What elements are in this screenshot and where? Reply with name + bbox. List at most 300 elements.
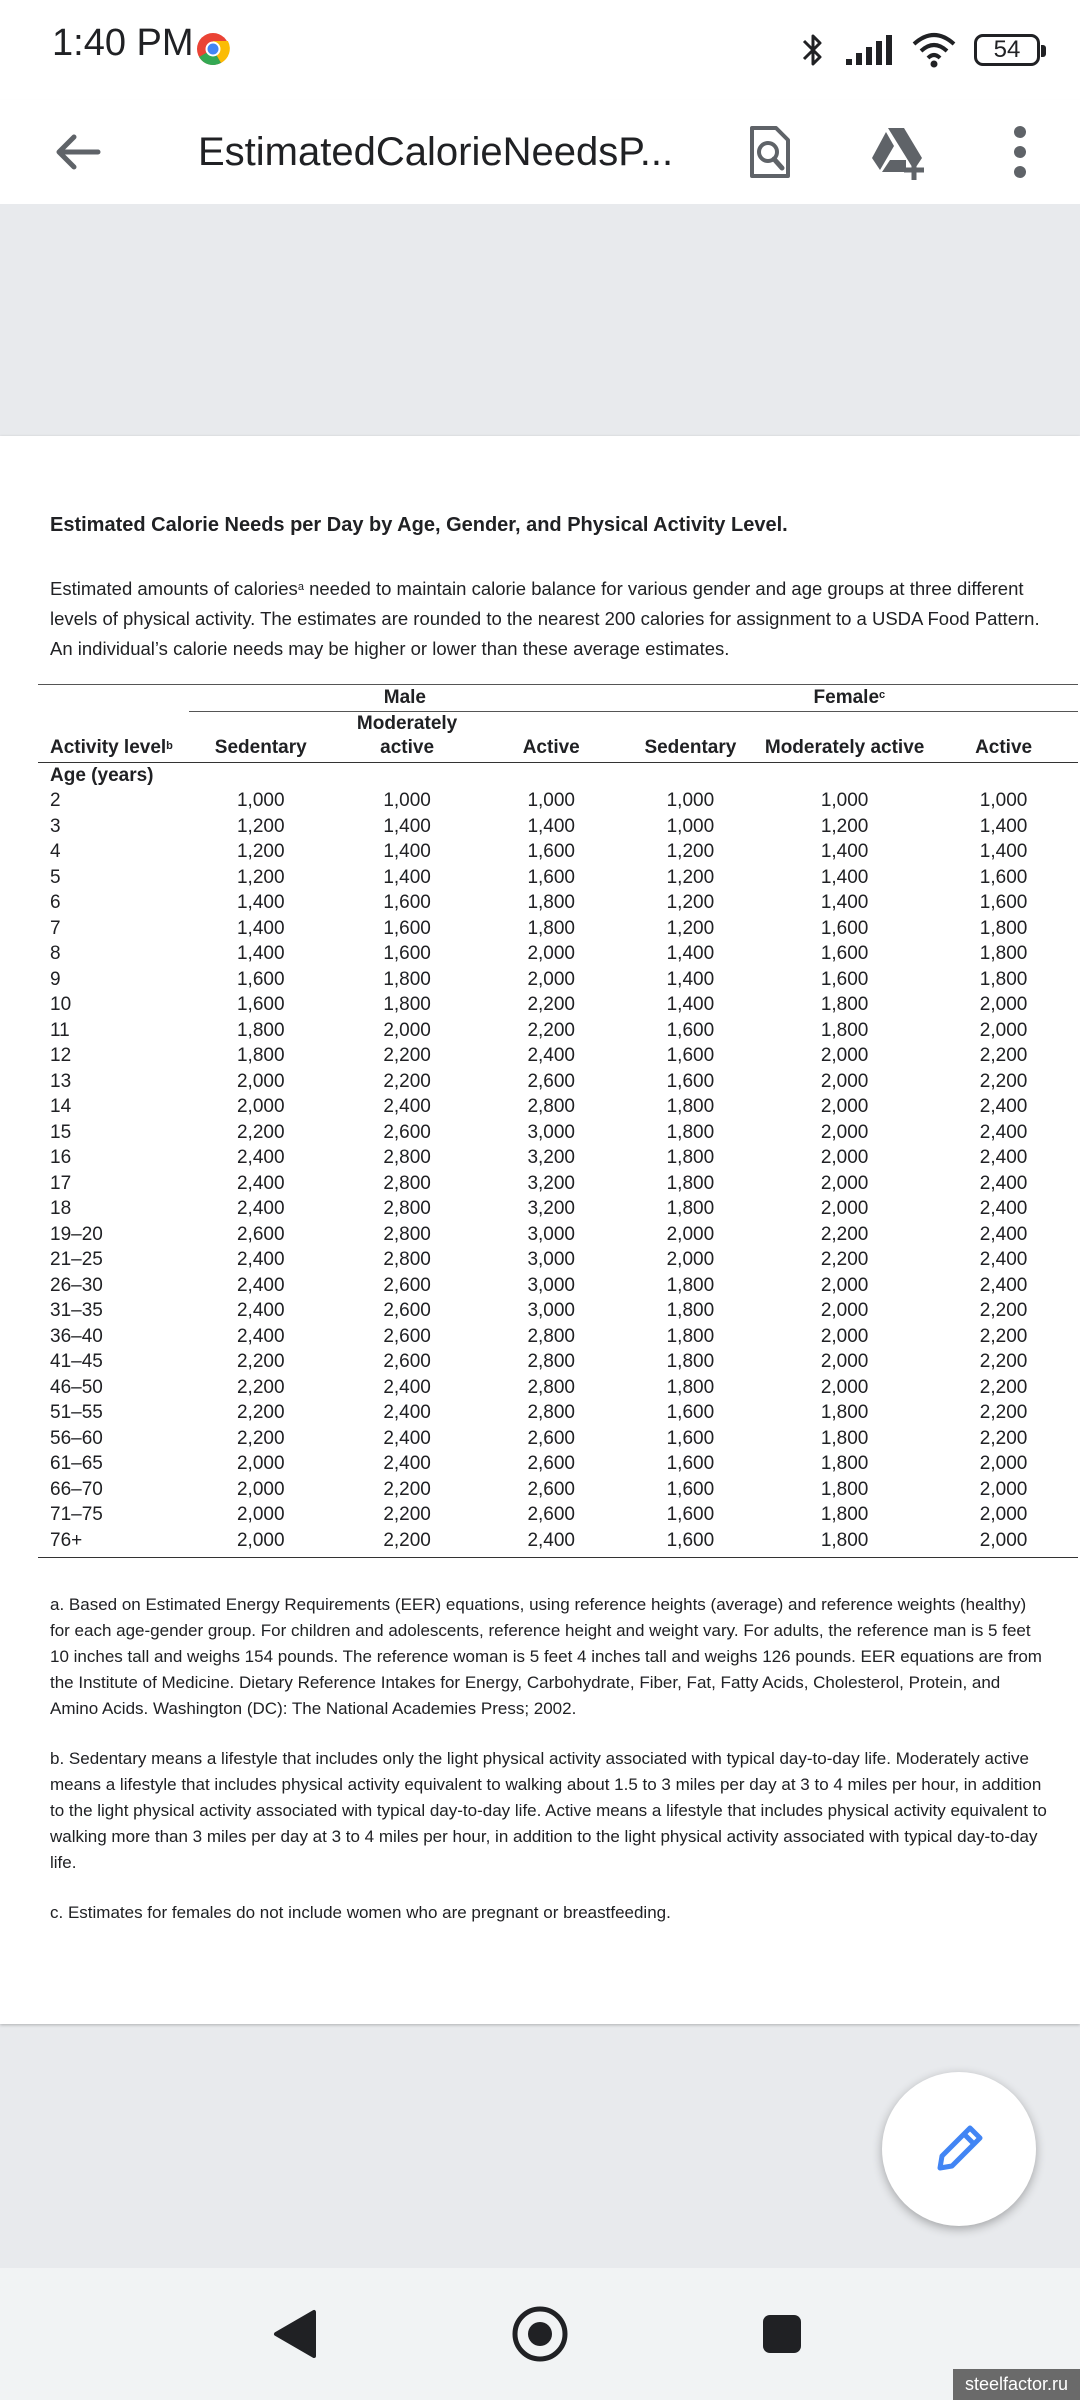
age-cell: 2 [50,790,61,811]
calorie-cell: 1,800 [820,1402,869,1423]
age-cell: 10 [50,994,72,1015]
age-cell: 31–35 [50,1300,103,1321]
calorie-cell: 2,400 [236,1274,285,1296]
age-cell: 4 [50,841,61,862]
calorie-cell: 1,400 [666,943,715,964]
document-intro [50,574,1040,664]
status-time: 1:40 PM [52,22,194,64]
calorie-cell: 2,600 [383,1351,431,1372]
table-row [38,1477,1078,1503]
calorie-cell: 2,400 [979,1249,1028,1270]
status-bar [0,0,1080,100]
document-search-icon [746,124,794,180]
calorie-cell: 2,000 [236,1478,285,1500]
calorie-cell: 2,800 [383,1198,431,1219]
calorie-cell: 2,200 [383,1478,431,1500]
calorie-cell: 2,200 [979,1376,1028,1398]
table-body [38,762,1078,1558]
age-cell: 21–25 [50,1249,103,1270]
wifi-icon [912,32,956,68]
calorie-cell: 2,000 [383,1019,431,1041]
calorie-cell: 2,400 [482,1528,621,1558]
more-options-button[interactable] [986,118,1054,186]
calorie-cell: 1,800 [820,994,869,1015]
age-cell: 8 [50,943,61,964]
table-row [38,1018,1078,1044]
calorie-cell: 2,000 [979,1019,1028,1041]
calorie-cell: 2,400 [383,1376,431,1398]
table-row [38,1094,1078,1120]
calorie-cell: 2,200 [979,1325,1028,1347]
age-cell: 18 [50,1198,72,1219]
calorie-cell: 2,000 [979,994,1028,1015]
calorie-cell: 1,600 [527,841,575,862]
age-cell: 61–65 [50,1453,103,1474]
calorie-cell: 1,600 [666,1045,715,1066]
calorie-cell: 1,400 [383,815,431,837]
calorie-cell: 1,600 [820,968,869,990]
calorie-cell: 1,800 [666,1325,715,1347]
footnote-b-marker: b [166,739,173,752]
calorie-cell: 2,800 [383,1223,431,1245]
age-cell: 76+ [38,1528,189,1558]
calorie-cell: 2,400 [236,1198,285,1219]
document-title: EstimatedCalorieNeedsP... [198,130,674,174]
calorie-cell: 2,000 [979,1453,1028,1474]
calorie-cell: 2,400 [383,1402,431,1423]
calorie-cell: 2,000 [820,1351,869,1372]
status-icons [800,24,1040,76]
battery-level: 54 [993,36,1021,63]
table-row [38,1273,1078,1299]
age-cell: 19–20 [50,1223,103,1245]
calorie-cell: 1,400 [979,841,1028,862]
age-cell: 41–45 [50,1351,103,1372]
calorie-cell: 2,200 [979,1351,1028,1372]
calorie-cell: 1,400 [236,892,285,913]
calorie-cell: 2,400 [979,1121,1028,1143]
calorie-cell: 1,000 [666,815,715,837]
calorie-cell: 2,200 [979,1045,1028,1066]
calorie-cell: 2,000 [236,1453,285,1474]
age-cell: 7 [50,917,61,939]
table-row [38,992,1078,1018]
calorie-cell: 2,000 [527,943,575,964]
table-row [38,1120,1078,1146]
calorie-cell: 1,400 [527,815,575,837]
table-row [38,1502,1078,1528]
calorie-cell: 2,200 [332,1528,481,1558]
calorie-cell: 1,800 [979,968,1028,990]
calorie-cell: 2,200 [383,1070,431,1092]
calorie-cell: 1,400 [820,866,869,888]
calorie-cell: 2,200 [979,1070,1028,1092]
calorie-cell: 1,800 [820,1427,869,1449]
calorie-cell: 2,200 [236,1121,285,1143]
calorie-cell: 1,200 [820,815,869,837]
calorie-cell: 1,800 [666,1198,715,1219]
calorie-cell: 2,400 [527,1045,575,1066]
calorie-cell: 1,400 [236,943,285,964]
table-group-header [38,685,1078,712]
calorie-cell: 2,600 [383,1274,431,1296]
square-recents-icon [760,2312,804,2356]
calorie-cell: 1,600 [666,1019,715,1041]
pencil-icon [932,2122,986,2176]
calorie-cell: 1,600 [666,1478,715,1500]
table-row [38,1145,1078,1171]
calorie-cell: 1,600 [236,968,285,990]
calorie-cell: 2,000 [820,1198,869,1219]
age-cell: 66–70 [50,1478,103,1500]
app-bar [0,100,1080,204]
table-row [38,1400,1078,1426]
calorie-cell: 1,800 [666,1274,715,1296]
table-row [38,1247,1078,1273]
age-cell: 14 [50,1096,72,1117]
table-row [38,1375,1078,1401]
calorie-cell: 1,600 [820,917,869,939]
age-cell: 17 [50,1172,72,1194]
calorie-cell: 3,200 [527,1147,575,1168]
calorie-cell: 1,200 [666,841,715,862]
calorie-cell: 2,800 [383,1249,431,1270]
calorie-cell: 3,200 [527,1198,575,1219]
calorie-cell: 1,600 [621,1528,760,1558]
calorie-cell: 2,000 [820,1325,869,1347]
column-header: Active [482,711,621,762]
calorie-cell: 1,400 [383,866,431,888]
viewer-background [0,204,1080,436]
calorie-cell: 1,800 [820,1453,869,1474]
calorie-cell: 1,800 [236,1019,285,1041]
calorie-cell: 2,000 [666,1249,715,1270]
calorie-cell: 2,400 [979,1096,1028,1117]
calorie-cell: 1,800 [527,892,575,913]
calorie-cell: 2,400 [383,1453,431,1474]
male-group-header [189,685,621,712]
calorie-cell: 2,000 [820,1274,869,1296]
table-row [38,839,1078,865]
calorie-cell: 1,400 [236,917,285,939]
calorie-cell: 1,400 [666,968,715,990]
calorie-cell: 1,200 [666,917,715,939]
calorie-cell: 2,200 [383,1045,431,1066]
calorie-cell: 2,000 [820,1376,869,1398]
calorie-cell: 2,400 [979,1274,1028,1296]
calorie-cell: 2,400 [383,1427,431,1449]
chrome-icon [196,32,230,66]
calorie-cell: 3,000 [527,1274,575,1296]
calorie-cell: 1,200 [236,866,285,888]
calorie-cell: 2,200 [527,994,575,1015]
calorie-cell: 1,200 [666,892,715,913]
calorie-cell: 1,600 [383,917,431,939]
age-cell: 46–50 [50,1376,103,1398]
calorie-cell: 2,400 [979,1223,1028,1245]
table-row [38,1324,1078,1350]
calorie-cell: 1,800 [979,917,1028,939]
calorie-cell: 3,000 [527,1121,575,1143]
table-row [38,788,1078,814]
table-row [38,1298,1078,1324]
calorie-cell: 2,800 [527,1376,575,1398]
female-group-label: Female [813,687,880,708]
calorie-cell: 2,200 [236,1376,285,1398]
calorie-cell: 2,800 [383,1147,431,1168]
footnote-b: b. Sedentary means a lifestyle that includes only the light physical activity associated with typical day-to-day life. Moderately active means a lifestyle that includes physical activity equivalent to walking about 1.5 to 3 miles per day at 3 to 4 miles per hour, in addition to the light physical activity associated with typical day-to-day life. Active means a lifestyle that includes physical activity equivalent to walking more than 3 miles per day at 3 to 4 miles per hour, in addition to the light physical activity associated with typical day-to-day life. [50,1749,1047,1872]
calorie-cell: 1,600 [666,1070,715,1092]
intro-text-rest: needed to maintain calorie balance for various gender and age groups at three different levels of physical activity. The estimates are rounded to the nearest 200 calories for assignment to a USDA Food Pattern. An individual’s calorie needs may be higher or lower than these average estimates. [50,578,1040,659]
calorie-cell: 1,200 [236,841,285,862]
calorie-cell: 1,800 [666,1096,715,1117]
male-group-label: Male [383,687,426,708]
calorie-cell: 2,000 [820,1121,869,1143]
more-vert-icon [1012,124,1028,180]
calorie-cell: 1,800 [666,1351,715,1372]
calorie-cell: 2,200 [383,1504,431,1525]
activity-level-label: Activity level [50,736,167,758]
calorie-cell: 1,800 [666,1300,715,1321]
calorie-cell: 1,400 [820,841,869,862]
calorie-cell: 2,400 [383,1096,431,1117]
age-cell: 5 [50,866,61,888]
bluetooth-icon [800,30,826,70]
calorie-cell: 1,400 [666,994,715,1015]
calorie-cell: 3,000 [527,1223,575,1245]
table-row [38,865,1078,891]
calorie-cell: 1,400 [383,841,431,862]
calorie-cell: 1,000 [979,790,1028,811]
age-cell: 6 [50,892,61,913]
calorie-cell: 1,800 [236,1045,285,1066]
calorie-cell: 2,000 [979,1478,1028,1500]
footnote-a: a. Based on Estimated Energy Requirements (EER) equations, using reference heights (average) and reference weights (healthy) for each age-gender group. For children and adolescents, reference height and weight vary. For adults, the reference man is 5 feet 10 inches tall and weighs 154 pounds. The reference woman is 5 feet 4 inches tall and weighs 126 pounds. EER equations are from the Institute of Medicine. Dietary Reference Intakes for Energy, Carbohydrate, Fiber, Fat, Fatty Acids, Cholesterol, Protein, and Amino Acids. Washington (DC): The National Academies Press; 2002. [50,1595,1042,1718]
column-header: Sedentary [621,711,760,762]
age-years-label: Age (years) [50,764,154,786]
calorie-cell: 2,200 [236,1402,285,1423]
watermark: steelfactor.ru [953,2369,1080,2400]
calorie-cell: 2,000 [820,1070,869,1092]
calorie-cell: 1,600 [527,866,575,888]
calorie-cell: 2,800 [527,1096,575,1117]
calorie-cell: 1,600 [383,943,431,964]
calorie-cell: 2,000 [236,1096,285,1117]
calorie-cell: 2,000 [820,1172,869,1194]
calorie-cell: 2,200 [820,1249,869,1270]
table-row [38,967,1078,993]
calorie-cell: 2,200 [820,1223,869,1245]
calorie-cell: 1,600 [666,1427,715,1449]
age-cell: 13 [50,1070,72,1092]
footnote-c-marker: c [879,689,886,701]
age-cell: 26–30 [50,1274,103,1296]
table-row [38,1528,1078,1558]
home-circle-icon [511,2305,569,2363]
edit-fab-button[interactable] [882,2072,1036,2226]
calorie-cell: 1,800 [666,1172,715,1194]
calorie-cell: 1,800 [666,1147,715,1168]
calorie-cell: 2,000 [236,1504,285,1525]
calorie-cell: 2,800 [527,1325,575,1347]
age-cell: 12 [50,1045,72,1066]
table-row [38,1196,1078,1222]
age-cell: 56–60 [50,1427,103,1449]
column-header: Moderately active [332,711,481,762]
table-row [38,1069,1078,1095]
calorie-cell: 2,600 [383,1121,431,1143]
calorie-cell: 2,400 [236,1172,285,1194]
calorie-cell: 2,800 [527,1351,575,1372]
table-row [38,1451,1078,1477]
calorie-cell: 2,200 [979,1300,1028,1321]
age-cell: 3 [50,815,61,837]
calorie-cell: 2,200 [979,1402,1028,1423]
calorie-cell: 2,200 [527,1019,575,1041]
calorie-cell: 1,800 [666,1376,715,1398]
calorie-cell: 2,000 [236,1070,285,1092]
age-cell: 36–40 [50,1325,103,1347]
calorie-cell: 1,800 [527,917,575,939]
table-row [38,1349,1078,1375]
calorie-cell: 1,000 [236,790,285,811]
triangle-back-icon [270,2308,318,2360]
calorie-cell: 2,800 [383,1172,431,1194]
signal-icon [844,33,894,67]
calorie-cell: 2,600 [527,1504,575,1525]
age-cell: 71–75 [50,1504,103,1525]
calorie-cell: 1,200 [236,815,285,837]
calorie-cell: 2,000 [979,1504,1028,1525]
calorie-cell: 1,800 [820,1478,869,1500]
table-row [38,941,1078,967]
calorie-cell: 1,600 [236,994,285,1015]
calorie-cell: 1,600 [979,892,1028,913]
column-header: Sedentary [189,711,332,762]
column-header: Moderately active [760,711,929,762]
calorie-cell: 1,600 [666,1402,715,1423]
table-row [38,890,1078,916]
calorie-cell: 1,800 [666,1121,715,1143]
calorie-cell: 2,400 [979,1172,1028,1194]
calorie-cell: 2,400 [979,1198,1028,1219]
column-header: Active [929,711,1078,762]
calorie-cell: 1,600 [666,1453,715,1474]
calorie-cell: 1,800 [383,994,431,1015]
calorie-cell: 2,000 [820,1300,869,1321]
calorie-cell: 2,000 [820,1096,869,1117]
system-nav-bar [0,2268,1080,2400]
calorie-cell: 2,000 [666,1223,715,1245]
calorie-cell: 1,000 [666,790,715,811]
age-cell: 16 [50,1147,72,1168]
table-row [38,814,1078,840]
document-heading: Estimated Calorie Needs per Day by Age, Gender, and Physical Activity Level. [50,514,788,536]
table-column-header [38,711,1078,762]
calorie-cell: 2,000 [820,1045,869,1066]
calorie-cell: 2,400 [236,1325,285,1347]
table-row [38,1171,1078,1197]
table-row [38,1426,1078,1452]
calorie-cell: 2,800 [527,1402,575,1423]
calorie-cell: 2,600 [527,1478,575,1500]
back-arrow-icon [54,132,102,172]
calorie-cell: 2,000 [820,1147,869,1168]
female-group-header [621,685,1078,712]
calorie-cell: 2,400 [236,1147,285,1168]
calorie-cell: 1,400 [979,815,1028,837]
calorie-cell: 1,200 [666,866,715,888]
calorie-cell: 2,400 [979,1147,1028,1168]
table-row [38,1222,1078,1248]
calorie-cell: 2,600 [383,1325,431,1347]
add-to-drive-button[interactable] [866,118,934,186]
battery-indicator [974,34,1040,66]
calorie-cell: 3,000 [527,1300,575,1321]
calorie-cell: 2,400 [236,1249,285,1270]
age-cell: 51–55 [50,1402,103,1423]
calorie-cell: 2,600 [527,1427,575,1449]
age-group-header-row [38,762,1078,788]
calorie-cell: 1,800 [820,1019,869,1041]
calorie-cell: 2,200 [236,1351,285,1372]
table-row [38,916,1078,942]
activity-level-header [38,711,189,762]
intro-text-start: Estimated amounts of calories [50,578,298,599]
calorie-cell: 1,800 [820,1504,869,1525]
calorie-cell: 2,000 [929,1528,1078,1558]
calorie-cell: 2,600 [527,1070,575,1092]
calorie-cell: 1,600 [383,892,431,913]
footnotes [50,1592,1050,1950]
calorie-cell: 3,200 [527,1172,575,1194]
calorie-cell: 2,600 [236,1223,285,1245]
footnote-a-marker: a [297,581,304,593]
calorie-cell: 1,800 [383,968,431,990]
calorie-cell: 1,000 [527,790,575,811]
calorie-cell: 1,400 [820,892,869,913]
calorie-cell: 2,600 [527,1453,575,1474]
table-row [38,1043,1078,1069]
calorie-cell: 1,800 [760,1528,929,1558]
nav-home-button[interactable] [508,2302,572,2366]
calorie-cell: 2,600 [383,1300,431,1321]
calorie-cell: 1,800 [979,943,1028,964]
calorie-cell: 1,600 [666,1504,715,1525]
calorie-cell: 2,200 [979,1427,1028,1449]
find-in-document-button[interactable] [736,118,804,186]
age-cell: 11 [50,1019,70,1041]
calorie-cell: 1,000 [383,790,431,811]
drive-add-icon [868,124,932,180]
calorie-cell: 2,200 [236,1427,285,1449]
calorie-cell: 1,600 [820,943,869,964]
calorie-table [38,684,1078,1558]
calorie-cell: 1,000 [820,790,869,811]
nav-recents-button[interactable] [750,2302,814,2366]
calorie-cell: 3,000 [527,1249,575,1270]
age-cell: 9 [50,968,61,990]
calorie-cell: 2,000 [527,968,575,990]
nav-back-button[interactable] [262,2302,326,2366]
back-button[interactable] [44,118,112,186]
age-cell: 15 [50,1121,72,1143]
footnote-c: c. Estimates for females do not include women who are pregnant or breastfeeding. [50,1903,671,1922]
document-page[interactable] [0,436,1080,2024]
calorie-cell: 2,000 [189,1528,332,1558]
calorie-cell: 1,600 [979,866,1028,888]
calorie-cell: 2,400 [236,1300,285,1321]
